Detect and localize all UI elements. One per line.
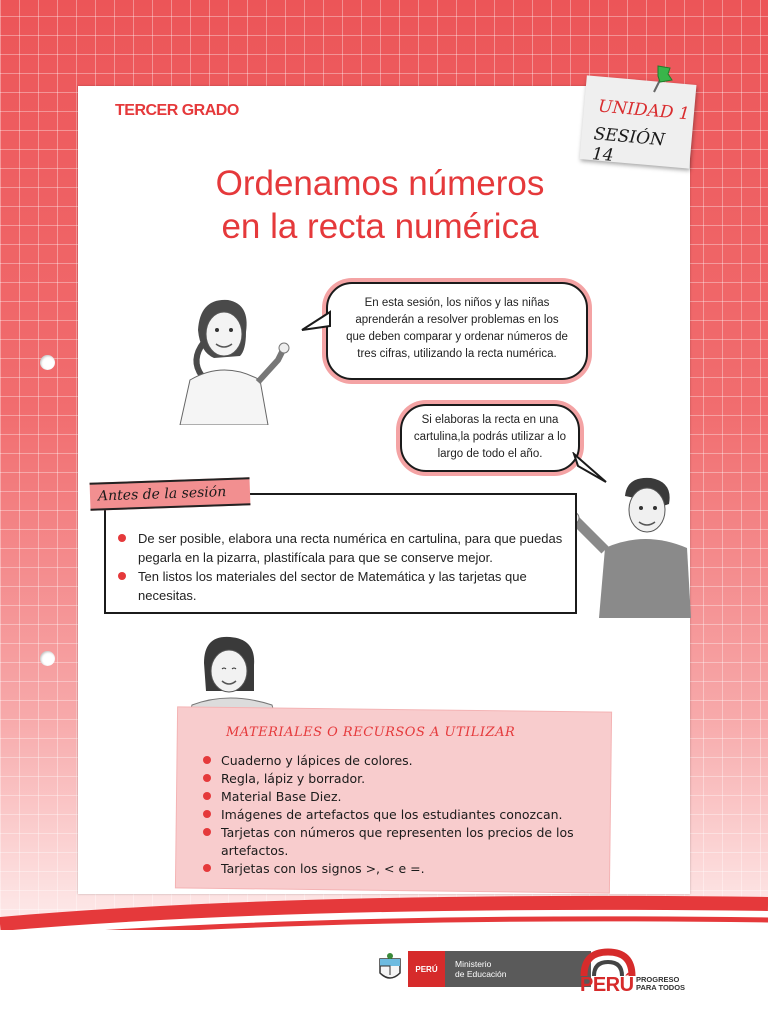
title-line-2: en la recta numérica bbox=[221, 207, 539, 246]
materials-list bbox=[203, 752, 598, 878]
unit-label: UNIDAD 1 bbox=[597, 96, 691, 125]
list-item: Tarjetas con los signos >, < e =. bbox=[203, 860, 598, 878]
title-line-1: Ordenamos números bbox=[215, 164, 545, 203]
girl-illustration bbox=[150, 290, 300, 425]
grade-label: TERCER GRADO bbox=[115, 102, 239, 119]
list-item: De ser posible, elabora una recta numérica en cartulina, para que puedas pegarla en la pizarra, plastifícala para que se conserve mejor. bbox=[118, 529, 573, 567]
push-pin-icon bbox=[648, 62, 674, 96]
before-session-heading: Antes de la sesión bbox=[90, 477, 251, 511]
list-item: Ten listos los materiales del sector de Matemática y las tarjetas que necesitas. bbox=[118, 567, 573, 605]
teacher-illustration bbox=[565, 468, 695, 618]
brand-word: PERÚ bbox=[580, 974, 634, 996]
binder-hole bbox=[40, 651, 55, 666]
ministry-logo bbox=[372, 951, 591, 987]
bullet-icon bbox=[203, 810, 211, 818]
materials-heading: MATERIALES O RECURSOS A UTILIZAR bbox=[226, 725, 516, 740]
list-item: Imágenes de artefactos que los estudiantes conozcan. bbox=[203, 806, 598, 824]
before-session-list bbox=[118, 529, 573, 605]
bullet-icon bbox=[203, 828, 211, 836]
bullet-icon bbox=[118, 534, 126, 542]
bubble-tail bbox=[300, 310, 334, 334]
peru-label: PERÚ bbox=[408, 951, 445, 987]
bullet-icon bbox=[203, 774, 211, 782]
unit-sticky-note bbox=[580, 75, 697, 168]
brand-tagline: PROGRESO PARA TODOS bbox=[636, 975, 686, 992]
binder-hole bbox=[40, 355, 55, 370]
coat-of-arms-icon bbox=[372, 951, 408, 987]
list-item: Material Base Diez. bbox=[203, 788, 598, 806]
bullet-icon bbox=[203, 756, 211, 764]
list-item: Tarjetas con números que representen los precios de los artefactos. bbox=[203, 824, 598, 860]
list-item: Regla, lápiz y borrador. bbox=[203, 770, 598, 788]
bullet-icon bbox=[203, 792, 211, 800]
ministry-name: Ministerio de Educación bbox=[445, 951, 591, 987]
peru-progreso-logo bbox=[580, 948, 700, 994]
page-title bbox=[130, 162, 630, 248]
bullet-icon bbox=[118, 572, 126, 580]
speech-bubble-girl: En esta sesión, los niños y las niñas aprenderán a resolver problemas en los que deben comparar y ordenar números de tres cifras, utilizando la recta numérica. bbox=[326, 282, 588, 380]
bullet-icon bbox=[203, 864, 211, 872]
session-label: SESIÓN 14 bbox=[591, 124, 666, 166]
speech-bubble-teacher: Si elaboras la recta en una cartulina,la podrás utilizar a lo largo de todo el año. bbox=[400, 404, 580, 472]
list-item: Cuaderno y lápices de colores. bbox=[203, 752, 598, 770]
